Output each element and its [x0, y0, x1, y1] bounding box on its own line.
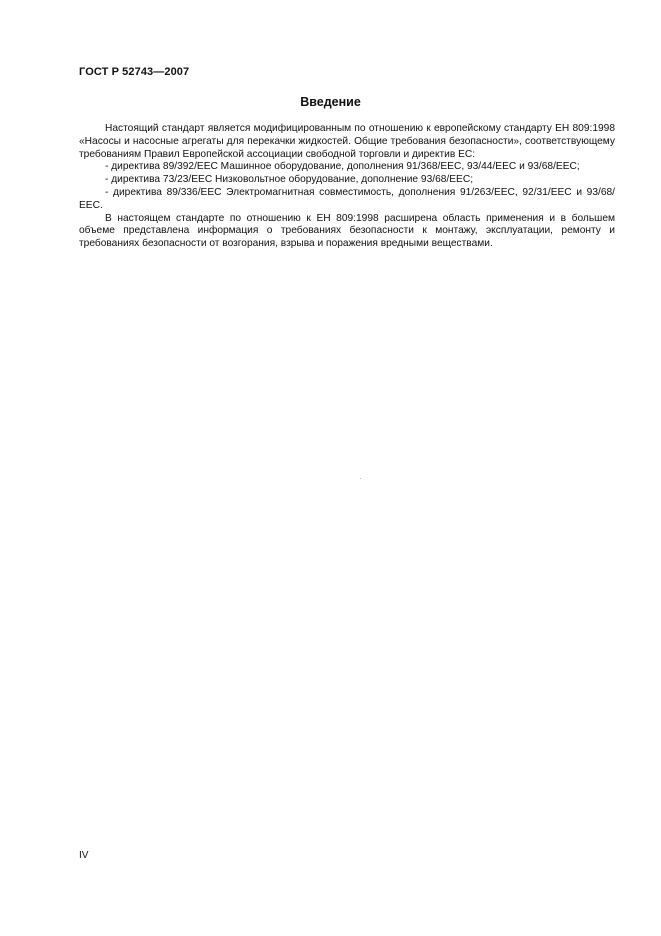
scope-paragraph: В настоящем стандарте по отношению к ЕН 809:1998 расширена область применения и в большем объеме представлена информация о требованиях безопасности к монтажу, эксплуатации, ремонту и требованиях безопасности от возгорания, взрыва и поражения вредными веществами.	[79, 212, 615, 250]
standard-header: ГОСТ Р 52743—2007	[79, 66, 190, 78]
intro-paragraph: Настоящий стандарт является модифицированным по отношению к европейскому стандарту ЕН 809:1998 «Насосы и насосные агрегаты для перекачки жидкостей. Общие требования безопасности», соответствующему требованиям Правил Европейской ассоциации свободной торговли и директив ЕС:	[79, 123, 615, 160]
body-text	[79, 123, 615, 251]
directive-item-low-voltage: - директива 73/23/ЕЕС Низковольтное оборудование, дополнение 93/68/ЕЕС;	[105, 174, 474, 186]
directive-item-emc: - директива 89/336/ЕЕС Электромагнитная совместимость, дополнения 91/263/ЕЕС, 92/31/ЕЕС и 93/68/ЕЕС.	[79, 186, 615, 211]
directive-item-machinery: - директива 89/392/ЕЕС Машинное оборудование, дополнения 91/368/ЕЕС, 93/44/ЕЕС и 93/68/ЕЕС;	[105, 161, 580, 173]
page-number: IV	[79, 850, 89, 861]
section-title: Введение	[300, 95, 361, 109]
scan-artifact-dot	[360, 478, 361, 479]
